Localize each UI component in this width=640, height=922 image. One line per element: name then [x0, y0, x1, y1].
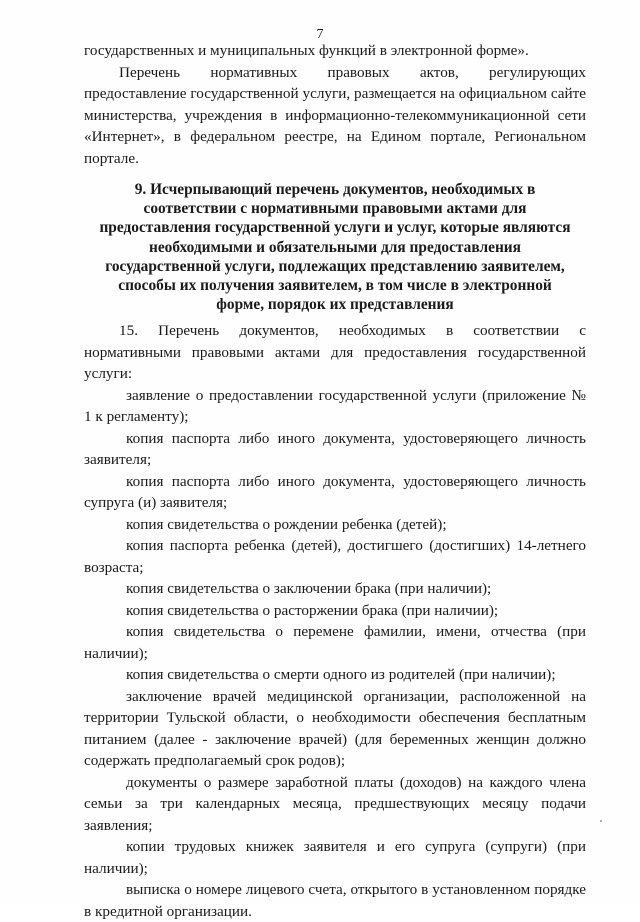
list-item: копия свидетельства о смерти одного из родителей (при наличии);: [126, 666, 556, 683]
list-item: копии трудовых книжек заявителя и его супруга (супруги) (при наличии);: [84, 838, 586, 877]
list-item: документы о размере заработной платы (доходов) на каждого члена семьи за три календарных месяца, предшествующих месяцу подачи заявления;: [84, 773, 586, 834]
list-item: копия свидетельства о заключении брака (при наличии);: [126, 580, 492, 597]
list-item: копия свидетельства о расторжении брака (при наличии);: [126, 601, 499, 619]
intro-paragraph: Перечень нормативных правовых актов, регулирующих предоставление государственной услуги, размещается на официальном сайте министерства, учреждения в информационно-телекоммуникационной сети «Интернет», в федеральном реестре, на Едином портале, Региональном портале.: [84, 63, 586, 167]
page-number: 7: [316, 27, 324, 42]
list-item: выписка о номере лицевого счета, открытого в установленном порядке в кредитной организации.: [84, 881, 586, 920]
scan-speck: [600, 820, 602, 822]
list-item: копия паспорта ребенка (детей), достигшего (достигших) 14-летнего возраста;: [84, 537, 586, 576]
list-item: заявление о предоставлении государственной услуги (приложение № 1 к регламенту);: [84, 386, 586, 425]
section-heading: 9. Исчерпывающий перечень документов, необходимых в соответствии с нормативными правовыми актами для предоставления государственной услуги и услуг, которые являются необходимыми и обязательными для предоставления государственной услуги, подлежащих представлению заявителем, способы их получения заявителем, в том числе в электронной форме, порядок их представления: [99, 181, 571, 314]
list-item: копия паспорта либо иного документа, удостоверяющего личность супруга (и) заявителя;: [84, 472, 586, 511]
clause-15: [84, 320, 586, 922]
list-item: копия свидетельства о перемене фамилии, имени, отчества (при наличии);: [84, 623, 586, 662]
list-item: заключение врачей медицинской организации, расположенной на территории Тульской области, о необходимости обеспечения бесплатным питанием (далее - заключение врачей) (для беременных женщин должно содержать предполагаемый срок родов);: [84, 687, 586, 769]
intro-block: [84, 40, 586, 169]
clause-lead: 15. Перечень документов, необходимых в соответствии с нормативными правовыми актами для предоставления государственной услуги:: [84, 322, 586, 382]
list-item: копия паспорта либо иного документа, удостоверяющего личность заявителя;: [84, 429, 586, 468]
list-item: копия свидетельства о рождении ребенка (детей);: [126, 515, 447, 533]
intro-line: государственных и муниципальных функций в электронной форме».: [84, 42, 529, 59]
